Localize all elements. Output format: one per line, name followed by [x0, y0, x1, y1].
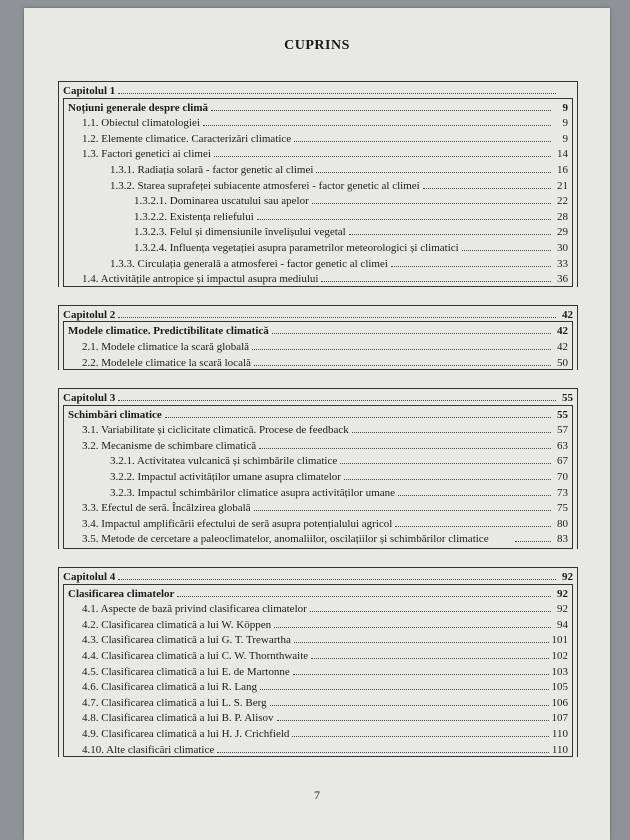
toc-entry-label: 3.2.3. Impactul schimbărilor climatice asupra activităților umane	[110, 486, 395, 499]
leader-dots	[292, 725, 549, 737]
toc-entry-page: 50	[557, 356, 568, 369]
toc-entry[interactable]	[68, 678, 568, 694]
leader-dots	[340, 452, 551, 464]
toc-entry[interactable]	[68, 114, 568, 130]
toc-entry-page: 92	[557, 587, 568, 600]
toc-entry-label: Modele climatice. Predictibilitate climatică	[68, 325, 269, 338]
leader-dots	[165, 406, 551, 418]
section-gap	[58, 287, 578, 305]
toc-entry[interactable]	[68, 270, 568, 286]
leader-dots	[321, 270, 551, 282]
toc-entry-label: 2.1. Modele climatice la scară globală	[82, 340, 250, 353]
toc-entry[interactable]	[68, 616, 568, 632]
leader-dots	[312, 192, 551, 204]
leader-dots	[274, 616, 551, 628]
toc-entry[interactable]	[68, 647, 568, 663]
toc-entry-label: 4.1. Aspecte de bază privind clasificarea climatelor	[82, 603, 307, 616]
toc-entry[interactable]	[68, 354, 568, 370]
leader-dots	[270, 694, 549, 706]
toc-entry-page: 102	[551, 650, 568, 662]
toc-entry-page: 67	[557, 455, 568, 468]
leader-dots	[118, 389, 556, 401]
toc-entry-label: 1.3.1. Radiația solară - factor genetic al climei	[110, 163, 314, 176]
page-number: 7	[314, 788, 320, 802]
toc-entry-page: 9	[562, 101, 568, 114]
toc-entry[interactable]	[68, 177, 568, 193]
toc-entry-page: 80	[557, 517, 568, 530]
toc-entry-label: Capitolul 2	[63, 308, 116, 321]
toc-entry-label: Capitolul 1	[63, 85, 116, 97]
leader-dots	[211, 99, 551, 111]
leader-dots	[252, 338, 551, 350]
toc-entry[interactable]	[68, 484, 568, 500]
leader-dots	[177, 585, 551, 597]
toc-entry-label: 1.3. Factori genetici ai climei	[82, 148, 211, 161]
toc-entry-page: 63	[557, 439, 568, 452]
leader-dots	[398, 484, 551, 496]
toc-entry-label: 4.8. Clasificarea climatică a lui B. P. Alisov	[82, 712, 274, 725]
toc-entry[interactable]	[68, 255, 568, 271]
toc-entry-page: 33	[557, 257, 568, 270]
toc-entry-page: 57	[557, 424, 568, 437]
toc-chapter-2	[58, 305, 578, 370]
toc-entry-page: 75	[557, 502, 568, 515]
toc-entry[interactable]	[68, 223, 568, 239]
toc-entry[interactable]	[68, 208, 568, 224]
leader-dots	[260, 678, 548, 690]
toc-entry-label: 1.4. Activitățile antropice și impactul asupra mediului	[82, 273, 319, 286]
toc-entry[interactable]	[68, 709, 568, 725]
toc-entry[interactable]	[68, 515, 568, 531]
section-gap	[58, 549, 578, 567]
toc-entry-page: 70	[557, 471, 568, 484]
toc-entry-page: 36	[557, 273, 568, 286]
toc-entry-page: 94	[557, 618, 568, 631]
toc-entry-page: 103	[551, 665, 568, 678]
toc-entry-label: 2.2. Modelele climatice la scară locală	[82, 356, 251, 369]
chapter-title[interactable]	[68, 585, 568, 601]
toc-entry-page: 107	[551, 712, 568, 725]
toc-entry-label: 3.2. Mecanisme de schimbare climatică	[82, 439, 257, 452]
chapter-heading[interactable]	[63, 568, 573, 585]
toc-entry-label: 4.7. Clasificarea climatică a lui L. S. Berg	[82, 696, 267, 709]
chapter-title[interactable]	[68, 406, 568, 422]
toc-entry[interactable]	[68, 530, 568, 548]
chapter-entries	[63, 406, 573, 549]
toc-entry-page: 73	[557, 486, 568, 499]
leader-dots	[310, 600, 551, 612]
toc-entry[interactable]	[68, 741, 568, 757]
toc-chapter-4	[58, 567, 578, 757]
leader-dots	[311, 647, 548, 659]
toc-entry-page: 30	[557, 241, 568, 254]
toc-entry-page: 55	[557, 408, 568, 421]
chapter-entries	[63, 99, 573, 287]
toc-entry-label: 4.9. Clasificarea climatică a lui H. J. Crichfield	[82, 727, 290, 740]
toc-entry[interactable]	[68, 161, 568, 177]
leader-dots	[395, 515, 551, 527]
toc-chapter-3	[58, 388, 578, 549]
toc-entry-page: 55	[562, 392, 573, 405]
toc-entry-page: 42	[557, 340, 568, 353]
toc-entry-label: Clasificarea climatelor	[68, 587, 175, 600]
leader-dots	[254, 354, 551, 366]
chapter-heading[interactable]	[63, 82, 573, 99]
toc-entry-page: 21	[557, 179, 568, 192]
toc-chapter-1	[58, 81, 578, 287]
toc-entry-page: 110	[551, 727, 568, 740]
toc-entry[interactable]	[68, 468, 568, 484]
chapter-heading[interactable]	[63, 306, 573, 323]
toc-entry-page: 92	[562, 571, 573, 584]
leader-dots	[203, 114, 551, 126]
table-of-contents	[58, 81, 578, 757]
leader-dots	[118, 306, 556, 318]
toc-entry-label: Schimbări climatice	[68, 408, 162, 421]
leader-dots	[259, 437, 551, 449]
toc-entry-label: 1.3.2. Starea suprafeței subiacente atmosferei - factor genetic al climei	[110, 179, 420, 192]
leader-dots	[257, 208, 551, 220]
toc-entry-page: 22	[557, 195, 568, 208]
toc-entry-label: 4.3. Clasificarea climatică a lui G. T. Trewartha	[82, 634, 291, 647]
toc-entry-label: 1.3.3. Circulația generală a atmosferei - factor genetic al climei	[110, 257, 388, 270]
leader-dots	[391, 255, 551, 267]
leader-dots	[316, 161, 551, 173]
toc-entry-label: 4.5. Clasificarea climatică a lui E. de Martonne	[82, 665, 290, 678]
toc-entry[interactable]	[68, 239, 568, 255]
toc-entry[interactable]	[68, 130, 568, 146]
toc-entry-page: 29	[557, 226, 568, 239]
book-page	[24, 8, 610, 840]
toc-entry[interactable]	[68, 452, 568, 468]
leader-dots	[349, 223, 551, 235]
toc-entry-page: 105	[551, 681, 568, 694]
leader-dots	[293, 663, 549, 675]
toc-entry[interactable]	[68, 192, 568, 208]
toc-entry-page: 28	[557, 210, 568, 223]
leader-dots	[344, 468, 551, 480]
leader-dots	[294, 631, 549, 643]
toc-entry-page: 14	[557, 148, 568, 161]
toc-entry-page: 16	[557, 163, 568, 176]
leader-dots	[515, 530, 551, 542]
toc-entry-label: 4.2. Clasificarea climatică a lui W. Köppen	[82, 618, 272, 631]
toc-entry-page: 101	[551, 634, 568, 647]
toc-entry-page: 9	[562, 117, 568, 130]
toc-entry-page: 106	[551, 696, 568, 709]
toc-entry[interactable]	[68, 694, 568, 710]
toc-entry[interactable]	[68, 145, 568, 161]
leader-dots	[214, 145, 551, 157]
toc-entry-page: 110	[551, 743, 568, 756]
chapter-entries	[63, 322, 573, 370]
toc-entry-label: 1.3.2.2. Existența reliefului	[134, 210, 254, 223]
toc-entry[interactable]	[68, 663, 568, 679]
toc-entry-label: 3.1. Variabilitate și ciclicitate climatică. Procese de feedback	[82, 424, 349, 437]
leader-dots	[217, 741, 549, 753]
toc-entry[interactable]	[68, 437, 568, 453]
leader-dots	[272, 322, 551, 334]
toc-entry-page: 42	[557, 325, 568, 338]
toc-entry-label: Capitolul 3	[63, 392, 116, 405]
toc-entry-page: 83	[557, 533, 568, 546]
leader-dots	[118, 568, 556, 580]
leader-dots	[294, 130, 551, 142]
toc-entry[interactable]	[68, 338, 568, 354]
section-gap	[58, 370, 578, 388]
toc-entry-label: 3.2.1. Activitatea vulcanică și schimbările climatice	[110, 455, 338, 468]
toc-entry-label: 4.4. Clasificarea climatică a lui C. W. Thornthwaite	[82, 650, 309, 662]
leader-dots	[254, 499, 551, 511]
leader-dots	[277, 709, 549, 721]
toc-entry-label: 3.3. Efectul de seră. Încălzirea globală	[82, 502, 251, 515]
toc-entry[interactable]	[68, 499, 568, 515]
chapter-entries	[63, 585, 573, 758]
toc-entry-label: Capitolul 4	[63, 571, 116, 584]
toc-entry-label: 1.3.2.4. Influența vegetației asupra parametrilor meteorologici și climatici	[134, 241, 459, 254]
toc-entry[interactable]	[68, 421, 568, 437]
toc-entry-label: 4.10. Alte clasificări climatice	[82, 743, 215, 756]
toc-entry-label: 1.2. Elemente climatice. Caracterizări climatice	[82, 132, 292, 145]
page-title: CUPRINS	[284, 38, 350, 53]
toc-entry[interactable]	[68, 600, 568, 616]
leader-dots	[462, 239, 551, 251]
toc-entry-label: 1.3.2.1. Dominarea uscatului sau apelor	[134, 195, 309, 208]
toc-entry-label: 3.4. Impactul amplificării efectului de seră asupra potențialului agricol	[82, 517, 393, 530]
toc-entry-label: 3.2.2. Impactul activităților umane asupra climatelor	[110, 471, 341, 484]
leader-dots	[423, 177, 551, 189]
toc-entry[interactable]	[68, 725, 568, 741]
toc-entry-label: 3.5. Metode de cercetare a paleoclimatelor, anomaliilor, oscilațiilor și schimbărilor climatice	[82, 533, 489, 546]
toc-entry[interactable]	[68, 631, 568, 647]
toc-entry-page: 9	[562, 132, 568, 145]
leader-dots	[352, 421, 551, 433]
toc-entry-label: Noțiuni generale despre climă	[68, 101, 209, 114]
chapter-heading[interactable]	[63, 389, 573, 406]
chapter-title[interactable]	[68, 322, 568, 338]
toc-entry-label: 1.3.2.3. Felul și dimensiunile învelișului vegetal	[134, 226, 346, 239]
toc-entry-page: 42	[562, 308, 573, 321]
toc-entry-label: 1.1. Obiectul climatologiei	[82, 117, 200, 130]
leader-dots	[118, 82, 556, 94]
chapter-title[interactable]	[68, 99, 568, 115]
toc-entry-label: 4.6. Clasificarea climatică a lui R. Lang	[82, 681, 258, 694]
toc-entry-page: 92	[557, 603, 568, 616]
